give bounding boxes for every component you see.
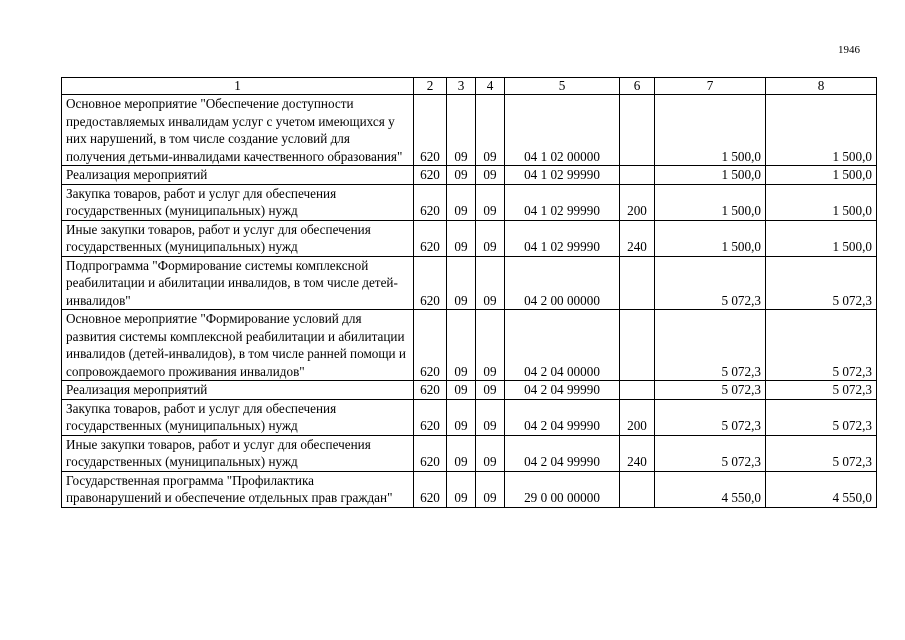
expense-type-cell bbox=[620, 166, 655, 185]
table-row bbox=[62, 399, 877, 435]
amount-cell: 1 500,0 bbox=[766, 184, 877, 220]
admin-code-cell: 620 bbox=[414, 435, 447, 471]
row-name-cell: Иные закупки товаров, работ и услуг для обеспечения государственных (муниципальных) нужд bbox=[62, 220, 414, 256]
table-body bbox=[62, 95, 877, 508]
admin-code-cell: 620 bbox=[414, 166, 447, 185]
subsection-cell: 09 bbox=[476, 435, 505, 471]
expense-type-cell: 200 bbox=[620, 184, 655, 220]
section-cell: 09 bbox=[447, 220, 476, 256]
amount-cell: 5 072,3 bbox=[655, 310, 766, 381]
table-row bbox=[62, 256, 877, 310]
target-article-cell: 04 1 02 99990 bbox=[505, 220, 620, 256]
section-cell: 09 bbox=[447, 399, 476, 435]
admin-code-cell: 620 bbox=[414, 399, 447, 435]
section-cell: 09 bbox=[447, 256, 476, 310]
subsection-cell: 09 bbox=[476, 166, 505, 185]
page-number: 1946 bbox=[838, 44, 860, 56]
expense-type-cell: 200 bbox=[620, 399, 655, 435]
table-row bbox=[62, 184, 877, 220]
expense-type-cell bbox=[620, 95, 655, 166]
section-cell: 09 bbox=[447, 184, 476, 220]
row-name-cell: Закупка товаров, работ и услуг для обеспечения государственных (муниципальных) нужд bbox=[62, 399, 414, 435]
amount-cell: 5 072,3 bbox=[766, 399, 877, 435]
column-header: 7 bbox=[655, 78, 766, 95]
column-header: 8 bbox=[766, 78, 877, 95]
section-cell: 09 bbox=[447, 310, 476, 381]
subsection-cell: 09 bbox=[476, 95, 505, 166]
row-name-cell: Подпрограмма "Формирование системы комплексной реабилитации и абилитации инвалидов, в том числе детей-инвалидов" bbox=[62, 256, 414, 310]
admin-code-cell: 620 bbox=[414, 471, 447, 507]
amount-cell: 5 072,3 bbox=[766, 256, 877, 310]
subsection-cell: 09 bbox=[476, 381, 505, 400]
budget-table bbox=[61, 77, 877, 508]
amount-cell: 1 500,0 bbox=[766, 220, 877, 256]
target-article-cell: 04 2 04 99990 bbox=[505, 381, 620, 400]
column-header: 2 bbox=[414, 78, 447, 95]
row-name-cell: Реализация мероприятий bbox=[62, 381, 414, 400]
subsection-cell: 09 bbox=[476, 399, 505, 435]
amount-cell: 4 550,0 bbox=[766, 471, 877, 507]
amount-cell: 1 500,0 bbox=[655, 220, 766, 256]
column-header: 5 bbox=[505, 78, 620, 95]
row-name-cell: Реализация мероприятий bbox=[62, 166, 414, 185]
column-header: 1 bbox=[62, 78, 414, 95]
table-row bbox=[62, 220, 877, 256]
table-row bbox=[62, 310, 877, 381]
admin-code-cell: 620 bbox=[414, 256, 447, 310]
admin-code-cell: 620 bbox=[414, 220, 447, 256]
admin-code-cell: 620 bbox=[414, 381, 447, 400]
amount-cell: 1 500,0 bbox=[766, 166, 877, 185]
table-row bbox=[62, 166, 877, 185]
subsection-cell: 09 bbox=[476, 471, 505, 507]
expense-type-cell bbox=[620, 381, 655, 400]
subsection-cell: 09 bbox=[476, 184, 505, 220]
amount-cell: 5 072,3 bbox=[766, 435, 877, 471]
expense-type-cell bbox=[620, 256, 655, 310]
target-article-cell: 04 2 04 99990 bbox=[505, 435, 620, 471]
expense-type-cell bbox=[620, 471, 655, 507]
column-header: 4 bbox=[476, 78, 505, 95]
amount-cell: 4 550,0 bbox=[655, 471, 766, 507]
table-row bbox=[62, 435, 877, 471]
row-name-cell: Основное мероприятие "Обеспечение доступности предоставляемых инвалидам услуг с учетом имеющихся у них нарушений, в том числе создание условий для получения детьми-инвалидами качественного образования" bbox=[62, 95, 414, 166]
row-name-cell: Иные закупки товаров, работ и услуг для обеспечения государственных (муниципальных) нужд bbox=[62, 435, 414, 471]
admin-code-cell: 620 bbox=[414, 310, 447, 381]
column-header: 6 bbox=[620, 78, 655, 95]
amount-cell: 1 500,0 bbox=[655, 95, 766, 166]
table-row bbox=[62, 471, 877, 507]
section-cell: 09 bbox=[447, 95, 476, 166]
target-article-cell: 04 1 02 00000 bbox=[505, 95, 620, 166]
row-name-cell: Государственная программа "Профилактика правонарушений и обеспечение отдельных прав граждан" bbox=[62, 471, 414, 507]
section-cell: 09 bbox=[447, 381, 476, 400]
row-name-cell: Основное мероприятие "Формирование условий для развития системы комплексной реабилитации и абилитации инвалидов (детей-инвалидов), в том числе ранней помощи и сопровождаемого проживания инвалидов" bbox=[62, 310, 414, 381]
amount-cell: 1 500,0 bbox=[766, 95, 877, 166]
amount-cell: 1 500,0 bbox=[655, 184, 766, 220]
expense-type-cell bbox=[620, 310, 655, 381]
target-article-cell: 04 2 04 99990 bbox=[505, 399, 620, 435]
amount-cell: 5 072,3 bbox=[655, 399, 766, 435]
target-article-cell: 04 1 02 99990 bbox=[505, 166, 620, 185]
expense-type-cell: 240 bbox=[620, 435, 655, 471]
section-cell: 09 bbox=[447, 166, 476, 185]
subsection-cell: 09 bbox=[476, 220, 505, 256]
amount-cell: 1 500,0 bbox=[655, 166, 766, 185]
row-name-cell: Закупка товаров, работ и услуг для обеспечения государственных (муниципальных) нужд bbox=[62, 184, 414, 220]
section-cell: 09 bbox=[447, 471, 476, 507]
target-article-cell: 04 2 00 00000 bbox=[505, 256, 620, 310]
amount-cell: 5 072,3 bbox=[655, 381, 766, 400]
table-row bbox=[62, 95, 877, 166]
target-article-cell: 04 1 02 99990 bbox=[505, 184, 620, 220]
target-article-cell: 04 2 04 00000 bbox=[505, 310, 620, 381]
amount-cell: 5 072,3 bbox=[766, 310, 877, 381]
amount-cell: 5 072,3 bbox=[766, 381, 877, 400]
section-cell: 09 bbox=[447, 435, 476, 471]
table-header-row bbox=[62, 78, 877, 95]
target-article-cell: 29 0 00 00000 bbox=[505, 471, 620, 507]
expense-type-cell: 240 bbox=[620, 220, 655, 256]
admin-code-cell: 620 bbox=[414, 184, 447, 220]
amount-cell: 5 072,3 bbox=[655, 435, 766, 471]
amount-cell: 5 072,3 bbox=[655, 256, 766, 310]
column-header: 3 bbox=[447, 78, 476, 95]
table-row bbox=[62, 381, 877, 400]
subsection-cell: 09 bbox=[476, 310, 505, 381]
admin-code-cell: 620 bbox=[414, 95, 447, 166]
subsection-cell: 09 bbox=[476, 256, 505, 310]
